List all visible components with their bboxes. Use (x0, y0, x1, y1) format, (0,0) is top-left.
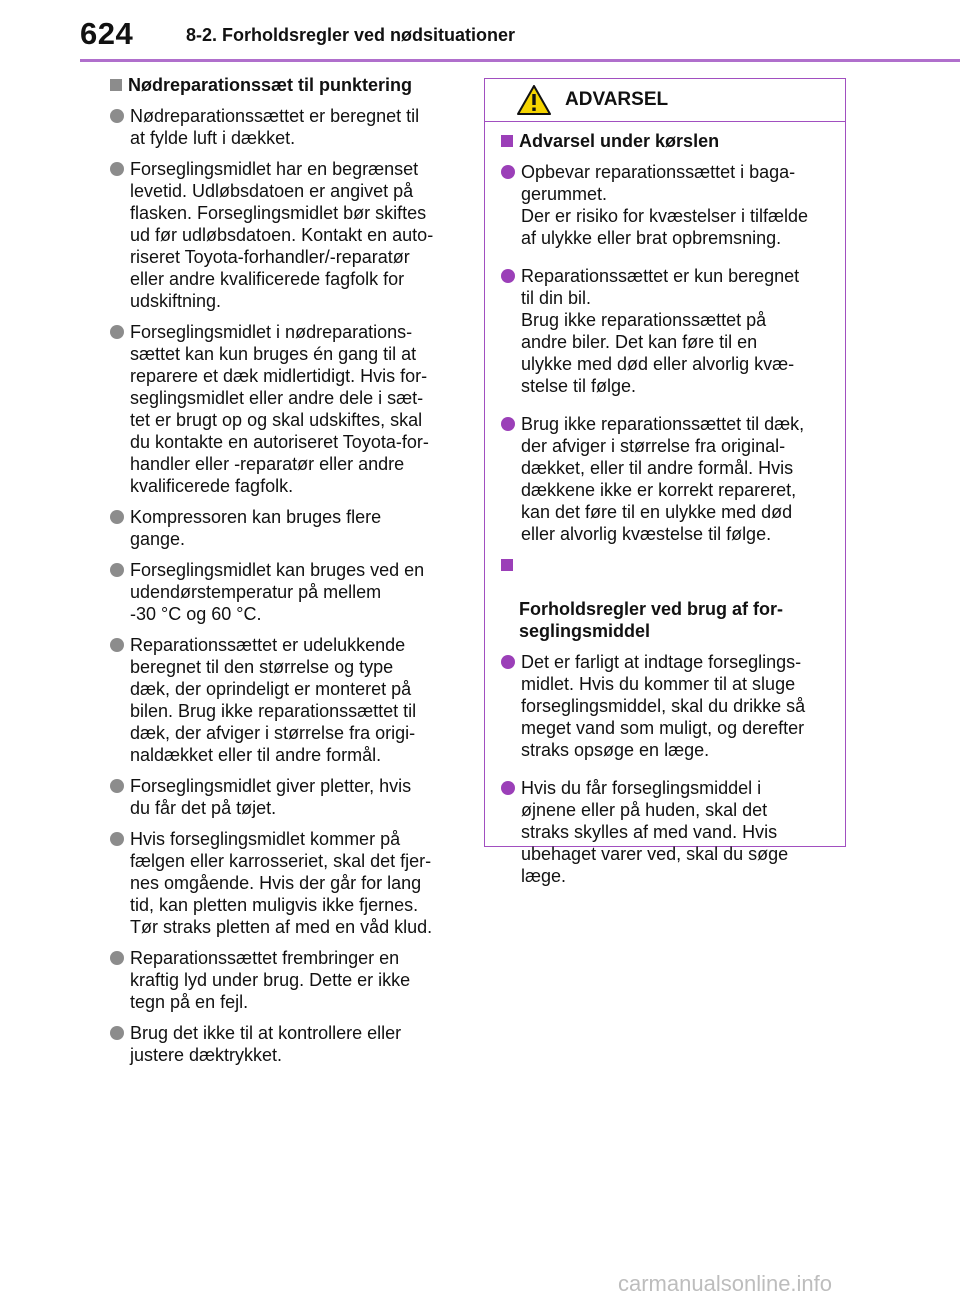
list-item (110, 947, 470, 1013)
square-bullet-icon (501, 135, 513, 147)
list-item-text: Brug det ikke til at kontrollere eller justere dæktrykket. (130, 1023, 402, 1065)
list-item (110, 321, 470, 497)
round-bullet-icon (110, 510, 124, 524)
heading-text: Forholdsregler ved brug af for- seglingsmiddel (519, 599, 784, 641)
list-item (110, 775, 470, 819)
round-bullet-icon (501, 655, 515, 669)
round-bullet-icon (110, 1026, 124, 1040)
list-item-text: Forseglingsmidlet kan bruges ved en udendørstemperatur på mellem -30 °C og 60 °C. (130, 560, 425, 624)
list-item (501, 651, 835, 761)
left-column (110, 74, 470, 1075)
list-item-text: Forseglingsmidlet giver pletter, hvis du får det på tøjet. (130, 776, 412, 818)
list-item-text: Reparationssættet frembringer en kraftig lyd under brug. Dette er ikke tegn på en fejl. (130, 948, 411, 1012)
list-item (110, 105, 470, 149)
round-bullet-icon (110, 779, 124, 793)
round-bullet-icon (501, 781, 515, 795)
round-bullet-icon (110, 162, 124, 176)
warning-header (485, 79, 845, 122)
heading-text: Nødreparationssæt til punktering (128, 75, 413, 95)
warning-box (484, 78, 846, 886)
warning-body (485, 122, 845, 887)
warning-heading-sealant (501, 554, 835, 642)
list-item (501, 413, 835, 545)
round-bullet-icon (110, 832, 124, 846)
warning-title: ADVARSEL (565, 89, 669, 110)
list-item-text: Reparationssættet er udelukkende beregnet til den størrelse og type dæk, der oprindeligt er monteret på bilen. Brug ikke reparationssættet til dæk, der afviger i størrelse fra origi- naldækket eller til andre formål. (130, 635, 417, 765)
round-bullet-icon (110, 563, 124, 577)
list-item-text: Forseglingsmidlet har en begrænset levetid. Udløbsdatoen er angivet på flasken. Forseglingsmidlet bør skiftes ud før udløbsdatoen. Kontakt en auto- riseret Toyota-forhandler/-reparatør eller andre kvalificerede fagfolk for udskiftning. (130, 159, 434, 311)
list-item (110, 559, 470, 625)
header-divider (80, 59, 960, 62)
round-bullet-icon (501, 269, 515, 283)
list-item-text: Forseglingsmidlet i nødreparations- sættet kan kun bruges én gang til at reparere et dæk midlertidigt. Hvis for- seglingsmidlet eller andre dele i sæt- tet er brugt op og skal udskiftes, skal du kontakte en autoriseret Toyota-for- handler eller -reparatør eller andre kvalificerede fagfolk. (130, 322, 429, 496)
round-bullet-icon (110, 325, 124, 339)
list-item-text: Det er farligt at indtage forseglings- midlet. Hvis du kommer til at sluge forseglingsmiddel, skal du drikke så meget vand som muligt, og derefter straks opsøge en læge. (521, 652, 806, 760)
warning-triangle-icon (517, 85, 551, 115)
page-header (0, 0, 960, 62)
list-item-text: Reparationssættet er kun beregnet til din bil. Brug ikke reparationssættet på andre biler. Det kan føre til en ulykke med død eller alvorlig kvæ- stelse til følge. (521, 266, 800, 396)
list-item-text: Opbevar reparationssættet i baga- gerummet. Der er risiko for kvæstelser i tilfælde af ulykke eller brat opbremsning. (521, 162, 809, 248)
watermark: carmanualsonline.info (618, 1271, 833, 1296)
subsection-heading (110, 74, 470, 96)
round-bullet-icon (110, 951, 124, 965)
list-item (501, 265, 835, 397)
list-item (110, 634, 470, 766)
list-item (110, 828, 470, 938)
list-item (501, 777, 835, 887)
list-item (110, 158, 470, 312)
list-item-text: Hvis forseglingsmidlet kommer på fælgen eller karrosseriet, skal det fjer- nes omgående. Hvis der går for lang tid, kan pletten muligvis ikke fjernes. Tør straks pletten af med en våd klud. (130, 829, 433, 937)
round-bullet-icon (110, 638, 124, 652)
list-item (110, 506, 470, 550)
square-bullet-icon (110, 79, 122, 91)
list-item-text: Nødreparationssættet er beregnet til at fylde luft i dækket. (130, 106, 420, 148)
list-item (501, 161, 835, 249)
round-bullet-icon (501, 165, 515, 179)
list-item-text: Kompressoren kan bruges flere gange. (130, 507, 382, 549)
round-bullet-icon (110, 109, 124, 123)
round-bullet-icon (501, 417, 515, 431)
warning-heading-driving (501, 130, 835, 152)
list-item-text: Hvis du får forseglingsmiddel i øjnene eller på huden, skal det straks skylles af med vand. Hvis ubehaget varer ved, skal du søge læge. (521, 778, 789, 886)
heading-text: Advarsel under kørslen (519, 131, 720, 151)
square-bullet-icon (501, 559, 513, 571)
list-item (110, 1022, 470, 1066)
section-title: 8-2. Forholdsregler ved nødsituationer (186, 25, 516, 45)
page-number: 624 (80, 16, 134, 51)
list-item-text: Brug ikke reparationssættet til dæk, der afviger i størrelse fra original- dækket, eller til andre formål. Hvis dækkene ikke er korrekt repareret, kan det føre til en ulykke med død eller alvorlig kvæstelse til følge. (521, 414, 805, 544)
